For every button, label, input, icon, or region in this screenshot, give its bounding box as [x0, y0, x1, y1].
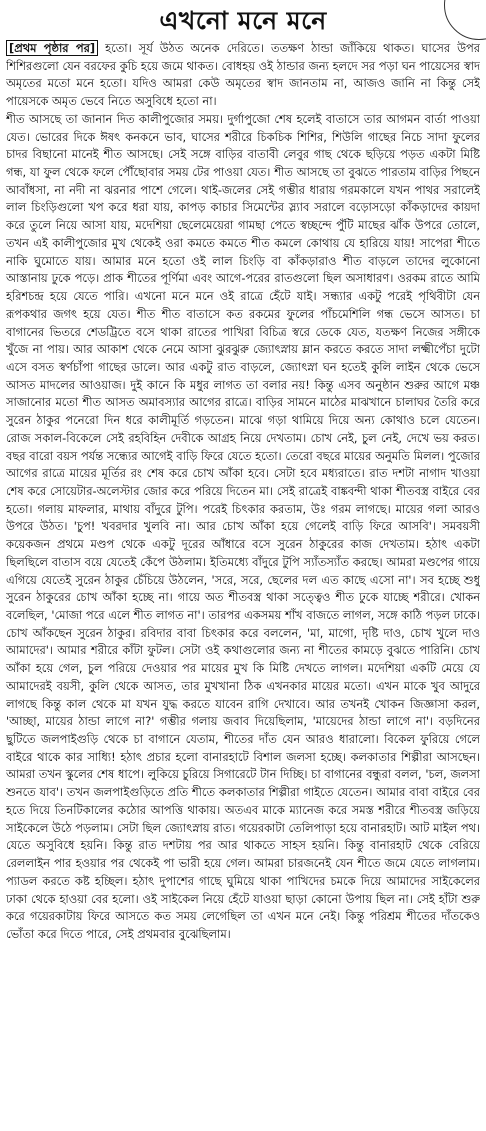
- paragraph-text: হতো। সূর্য উঠত অনেক দেরিতে। ততক্ষণ ঠান্ডা জাঁকিয়ে থাকত। ঘাসের উপর শিশিরগুলো যেন বরফের কুচি হয়ে জমে থাকত। বোধহয় ওই ঠান্ডার জন্য হলদে সর পড়া ঘন পায়েসের স্বাদ অমৃতের মতো মনে হতো। যদিও আমরা কেউ অমৃতের স্বাদ জানতাম না, আজও জানি না কিন্তু সেই পায়েসকে অমৃত ভেবে নিতে অসুবিধে হতো না।: [6, 41, 480, 109]
- paragraph-text: শীত আসছে তা জানান দিত কালীপুজোর সময়। দুর্গাপুজো শেষ হলেই বাতাসে তার আগমন বার্তা পাওয়া যেত। ভোরের দিকে ঈষৎ কনকনে ভাব, ঘাসের শরীরে চিকচিক শিশির, শিউলি গাছের নিচে সাদা ফুলের চাদর বিছানো মানেই শীত আসছে। সেই সঙ্গে বাড়ির বাতাবী লেবুর গাছ থেকে ছড়িয়ে পড়ত একটা মিষ্টি গন্ধ, যা ফুল থেকে ফলে পৌঁছোবার সময় টের পাওয়া যেত। শীত আসছে তা বুঝতে পারতাম বাড়ির পিছনে আবাঁধসা, না নদী না ঝরনার পাশে গেলে। থাই-জলের সেই গম্ভীর ধারায় গরমকালে যখন পাথর সরালেই লাল চিংড়িগুলো খপ করে ধরা যায়, কাপড় কাচার সিমেন্টের স্ল্যাব সরালে বড়োসড়ো কাঁকড়াদের কায়দা করে তুলে নিয়ে আসা যায়, মদেশিয়া ছেলেমেয়েরা গামছা পেতে স্বচ্ছন্দে পুঁটি মাছের ঝাঁক উপরে তোলে, তখন এই কালীপুজোর মুখ থেকেই ওরা কমতে কমতে শীত কমলে কোথায় যে হারিয়ে যায়! সাপেরা শীতে নাকি ঘুমোতে যায়। আমার মনে হতো ওই লাল চিংড়ি বা কাঁকড়ারাও শীত বাড়লে তাদের লুকোনো আস্তানায় ঢুকে পড়ে। প্রাক শীতের পূর্ণিমা এবং আগে-পরের রাতগুলো ছিল অসাধারণ। ওরকম রাতে আমি হরিশচন্দ্র হয়ে যেতে পারি। এখনো মনে মনে ওই রাত্রে হেঁটে যাই। সন্ধ্যার একটু পরেই পৃথিবীটা যেন রূপকথার জগৎ হয়ে যেত। শীত শীত বাতাসে কত রকমের ফুলের পাঁচমেশিলি গন্ধ ভেসে আসত। চা বাগানের ভিতরে শেডট্রিতে বসে থাকা রাতের পাখিরা বিচিত্র স্বরে ডেকে যেত, যতক্ষণ নিজের সঙ্গীকে খুঁজে না পায়। আর আকাশ থেকে নেমে আসা ঝুরঝুরু জ্যোৎস্নায় ম্লান করতে করতে সাদা লক্ষ্মীপেঁচা দুটো এসে বসত স্বর্ণচাঁপা গাছের ডালে। আর একটু রাত বাড়লে, জ্যোৎস্না ঘন হতেই কুলি লাইন থেকে ভেসে আসত মাদলের আওয়াজ। দুই কানে কি মধুর লাগত তা বলার নয়! কিন্তু এসব অনুষ্ঠান শুরুর আগে মঞ্চ সাজানোর মতো শীত আসত অমাবস্যার আগের রাত্রে। বাড়ির সামনে মাঠের মাঝখানে চালাঘর তৈরি করে সুরেন ঠাকুর পনেরো দিন ধরে কালীমূর্তি গড়তেন। মাঝে গড়া থামিয়ে দিয়ে অন্য কোথাও চলে যেতেন। রোজ সকাল-বিকেলে সেই রহবিহিন দেবীকে আগ্রহ নিয়ে দেখতাম। চোখ নেই, চুল নেই, দেখে ভয় করত। বছর বারো বয়স পর্যন্ত সন্ধ্যের আগেই বাড়ি ফিরে যেতে হতো। তেরো বছরে মায়ের অনুমতি মিলল। পুজোর আগের রাত্রে মায়ের মূর্তির রং শেষ করে চোখ আঁকা হবে। সেটা হবে মধ্যরাতে। রাত দশটা নাগাদ খাওয়া শেষ করে সোয়েটার-অলেস্টার জোর করে পরিয়ে দিতেন মা। সেই রাত্রেই বাঙ্কবন্দী থাকা শীতবস্ত্র বাইরে বের হতো। গলায় মাফলার, মাথায় বাঁদুরে টুপি। পরেই চিৎকার করতাম, উঃ গরম লাগছে। মায়ের গলা আরও উপরে উঠত। 'চুপ! খবরদার খুলবি না। আর চোখ আঁকা হয়ে গেলেই বাড়ি ফিরে আসবি'। সমবয়সী কয়েকজন প্রথমে মণ্ডপ থেকে একটু দূরের আঁধারে বসে সুরেন ঠাকুরের কাজ দেখতাম। হঠাৎ একটা ছিলছিলে বাতাস বয়ে যেতেই কেঁপে উঠলাম। ইতিমধ্যে বাঁদুরে টুপি স্যাঁতস্যাঁত করছে। আমরা মণ্ডপের গায়ে এগিয়ে যেতেই সুরেন ঠাকুর চেঁচিয়ে উঠলেন, 'সরে, সরে, ছেলের দল এত কাছে এসো না'। সব হচ্ছে শুধু সুরেন ঠাকুরের চোখ আঁকা হচ্ছে না। গায়ে অত শীতবস্ত্র থাকা সত্ত্বেও শীত ঢুকে যাচ্ছে শরীরে। খোকন বলেছিল, 'মোজা পরে এলে শীত লাগত না'। তারপর একসময় শাঁখ বাজতে লাগল, সঙ্গে কাঠি পড়ল ঢাকে। চোখ আঁকছেন সুরেন ঠাকুর। রবিদার বাবা চিৎকার করে বললেন, 'মা, মাগো, দৃষ্টি দাও, চোখ খুলে দাও আমাদের'। আমার শরীরে কাঁটা ফুটল। সেটা ওই কথাগুলোর জন্য না শীতের কামড়ে বুঝতে পারিনি। চোখ আঁকা হয়ে গেল, চুল পরিয়ে দেওয়ার পর মায়ের মুখ কি মিষ্টি দেখতে লাগল। মদেশিয়া একটি মেয়ে যে আমাদেরই বয়সী, কুলি থেকে আসত, তার মুখখানা ঠিক এখনকার মায়ের মতো। এখন মাকে খুব আদুরে লাগছে কিন্তু কাল থেকে মা যখন যুদ্ধ করতে যাবেন রাগি দেখাবে। আর তখনই খোকন জিজ্ঞাসা করল, 'আচ্ছা, মায়ের ঠান্ডা লাগে না?' গম্ভীর গলায় জবাব দিয়েছিলাম, 'মায়েদের ঠান্ডা লাগে না'। বড়দিনের ছুটিতে জলপাইগুড়ি থেকে চা বাগানে যেতাম, শীতের দাঁত যেন আরও ধারালো। বিকেল ফুরিয়ে গেলে বাইরে থাকে কার সাধ্যি! হঠাৎ প্রচার হলো বানারহাটে বিশাল জলসা হচ্ছে। কলকাতার শিল্পীরা আসছেন। আমরা তখন স্কুলের শেষ ধাপে। লুকিয়ে চুরিয়ে সিগারেটে টান দিচ্ছি। চা বাগানের বন্ধুরা বলল, 'চল, জলসা শুনতে যাব'। তখন জলপাইগুড়িতে প্রতি শীতে কলকাতার শিল্পীরা গাইতে যেতেন। আমার বাবা বাইরে বের হতে দিয়ে তিনটিকালের কঠোর আপত্তি থাকায়। অতএব মাকে ম্যানেজ করে সমস্ত শরীরে শীতবস্ত্র জড়িয়ে সাইকেলে উঠে পড়লাম। সেটা ছিল জ্যোৎস্নায় রাত। গয়েরকাটা তেলিপাড়া হয়ে বানারহাট। আট মাইল পথ। যেতে অসুবিধে হয়নি। কিন্তু রাত দশটায় পর আর থাকতে সাহস হয়নি। কিন্তু বানারহাট থেকে বেরিয়ে রেললাইন পার হওয়ার পর থেকেই পা ভারী হয়ে গেল। আমরা চারজনেই যেন শীতে জমে যেতে লাগলাম। প্যাডল করতে কষ্ট হচ্ছিল। হঠাৎ দুপাশের গাছে ঘুমিয়ে থাকা পাখিদের চমকে দিয়ে আমাদের সাইকেলের ঢাকা থেকে হাওয়া বের হলো। ওই সাইকেল নিয়ে হেঁটে যাওয়া ছাড়া কোনো উপায় ছিল না। সেই হাঁটা শুরু করে গয়েরকাটায় ফিরে আসতে কত সময় লেগেছিল তা এখন মনে নেই। কিন্তু পরিশ্রম শীতের দাঁতকেও ভোঁতা করে দিতে পারে, সেই প্রথমবার বুঝেছিলাম।: [6, 111, 480, 941]
- article-paragraph: [6, 111, 480, 944]
- article-headline: এখনো মনে মনে: [159, 6, 327, 35]
- article-paragraph: [6, 40, 480, 111]
- continuation-label: [প্রথম পৃষ্ঠার পর]: [6, 40, 98, 56]
- article-body: [6, 40, 480, 1126]
